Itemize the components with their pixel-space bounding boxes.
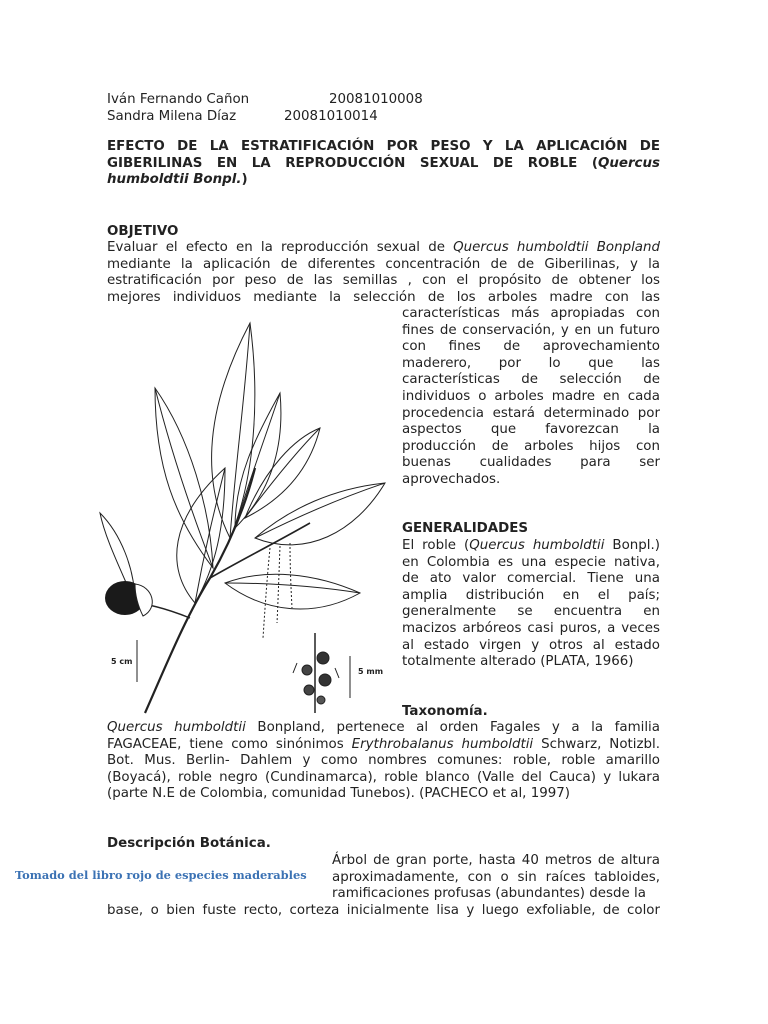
scale-right-label: 5 mm: [358, 667, 384, 676]
title-species: Quercus humboldtii Bonpl.: [107, 155, 660, 188]
taxonomia-heading: Taxonomía.: [402, 704, 488, 719]
authors-block: [107, 92, 423, 125]
generalidades-heading: GENERALIDADES: [402, 521, 529, 536]
text-span: Evaluar el efecto en la reproducción sexual de: [107, 240, 454, 255]
author-id: 20081010014: [284, 108, 378, 124]
leaf: [245, 428, 320, 518]
generalidades-text: [402, 538, 660, 671]
title-close: ): [241, 172, 248, 188]
text-line: estratificación por peso de las semillas , con el propósito de obtener los: [107, 273, 660, 289]
descripcion-column-text: Árbol de gran porte, hasta 40 metros de altura aproximadamente, con o sin raíces tabloides, ramificaciones profusas (abundantes) desde la: [332, 853, 660, 902]
text-span: Bonpland, pertenece al orden Fagales y a la familia FAGACEAE, tiene como sinónimos: [107, 720, 660, 752]
stem: [145, 468, 255, 713]
figure-caption: Tomado del libro rojo de especies maderables: [15, 868, 307, 882]
species-name: Quercus humboldtii: [107, 720, 246, 735]
descripcion-heading: Descripción Botánica.: [107, 836, 271, 851]
objetivo-text: [107, 240, 660, 306]
text-span: El roble (: [402, 538, 470, 553]
text-span: Schwarz, Notizbl. Bot. Mus. Berlin- Dahlem y como nombres comunes: roble, roble amarillo (Boyacá), roble negro (Cundinamarca), roble blanco (Valle del Cauca) y lukara (parte N.E de Colombia, comunidad Tunebos). (PACHECO et al, 1997): [107, 736, 660, 802]
species-name: Quercus humboldtii Bonpland: [453, 240, 660, 255]
species-name: Erythrobalanus humboldtii: [351, 736, 534, 752]
taxonomia-text: [107, 720, 660, 803]
objetivo-column-text: características más apropiadas con fines de conservación, y en un futuro con fines de aprovechamiento maderero, por lo que las características de selección de individuos o arboles madre en cada procedencia estará determinado por aspectos que favorezcan la producción de arboles hijos con buenas cualidades para ser aprovechados.: [402, 306, 660, 487]
text-line: mediante la aplicación de diferentes concentración de de Giberilinas, y la: [107, 256, 660, 272]
leaf: [155, 388, 213, 568]
text-line: [107, 240, 660, 257]
author-name: Iván Fernando Cañon: [107, 92, 250, 107]
species-name: Quercus humboldtii: [469, 538, 605, 553]
author-line: [107, 108, 378, 126]
objetivo-heading: OBJETIVO: [107, 224, 179, 239]
quercus-illustration: [95, 318, 390, 718]
author-name: Sandra Milena Díaz: [107, 108, 237, 124]
author-id: 20081010008: [329, 92, 423, 107]
leaf: [255, 483, 385, 545]
title-text: EFECTO DE LA ESTRATIFICACIÓN POR PESO Y LA APLICACIÓN DE GIBERILINAS EN LA REPRODUCCIÓN SEXUAL DE ROBLE (: [107, 139, 660, 171]
text-span: Bonpl.) en Colombia es una especie nativa, de ato valor comercial. Tiene una amplia distribución en el país; generalmente se encuentra en macizos arbóreos casi puros, a veces al estado virgen y otros al estado totalmente alterado (PLATA, 1966): [402, 538, 660, 670]
scale-left-label: 5 cm: [111, 657, 133, 666]
author-line: [107, 92, 423, 109]
leaf: [225, 574, 360, 609]
document-title: [107, 139, 660, 189]
text-line: mejores individuos mediante la selección de los arboles madre con las: [107, 289, 660, 305]
descripcion-full-text: base, o bien fuste recto, corteza inicialmente lisa y luego exfoliable, de color: [107, 903, 660, 918]
leaf: [212, 323, 255, 538]
